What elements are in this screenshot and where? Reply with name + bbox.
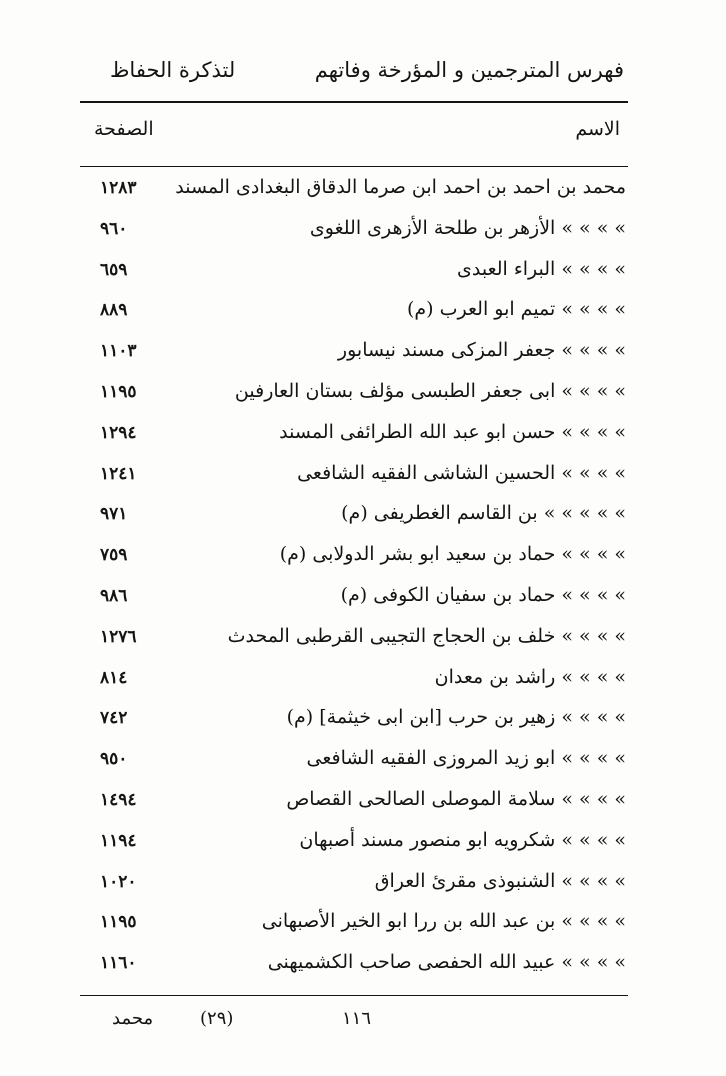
entry-page-number: ١٠٢٠: [100, 871, 137, 892]
header-rule: [80, 101, 628, 103]
column-heading-rule: [80, 166, 628, 167]
entry-page-number: ١١٠٣: [100, 341, 137, 362]
index-entry-row: [0, 374, 726, 415]
index-entries: [0, 170, 726, 986]
entry-page-number: ٩٥٠: [100, 749, 128, 770]
index-entry-row: [0, 292, 726, 333]
entry-page-number: ٨١٤: [100, 667, 128, 688]
catchword: محمد: [112, 1008, 154, 1029]
index-entry-row: [0, 945, 726, 986]
index-entry-row: [0, 700, 726, 741]
entry-name: » » » » البراء العبدى: [456, 257, 626, 280]
index-entry-row: [0, 496, 726, 537]
index-entry-row: [0, 333, 726, 374]
book-title: لتذكرة الحفاظ: [110, 58, 236, 82]
index-entry-row: [0, 741, 726, 782]
page-number: ١١٦: [342, 1008, 372, 1029]
entry-name: محمد بن احمد بن احمد ابن صرما الدقاق البغدادى المسند: [175, 176, 626, 198]
entry-page-number: ١٤٩٤: [100, 789, 137, 810]
signature-mark: (٢٩): [200, 1008, 234, 1029]
index-entry-row: [0, 864, 726, 905]
index-entry-row: [0, 211, 726, 252]
entry-name: » » » » حماد بن سعيد ابو بشر الدولابى (م): [279, 543, 626, 566]
index-entry-row: [0, 660, 726, 701]
entry-page-number: ٩٨٦: [100, 585, 128, 606]
entry-page-number: ١٢٤١: [100, 463, 137, 484]
entry-page-number: ١٢٧٦: [100, 626, 137, 647]
index-entry-row: [0, 537, 726, 578]
page-column-heading: الصفحة: [94, 118, 154, 140]
index-entry-row: [0, 170, 726, 211]
name-column-heading: الاسم: [575, 118, 620, 140]
entry-page-number: ١١٩٥: [100, 912, 137, 933]
index-entry-row: [0, 415, 726, 456]
entry-name: » » » » الحسين الشاشى الفقيه الشافعى: [297, 461, 626, 484]
entry-page-number: ١٢٨٣: [100, 178, 137, 198]
entry-name: » » » » تميم ابو العرب (م): [406, 298, 626, 321]
entry-name: » » » » الأزهر بن طلحة الأزهرى اللغوى: [309, 216, 626, 239]
entry-name: » » » » بن عبد الله بن ررا ابو الخير الأصبهانى: [261, 910, 626, 933]
entry-page-number: ٧٤٢: [100, 708, 128, 729]
entry-name: » » » » زهير بن حرب [ابن ابى خيثمة] (م): [286, 706, 626, 729]
index-entry-row: [0, 252, 726, 293]
entry-page-number: ٨٨٩: [100, 300, 128, 321]
entry-name: » » » » » بن القاسم الغطريفى (م): [341, 502, 626, 525]
entry-page-number: ٩٧١: [100, 504, 128, 525]
entry-name: » » » » راشد بن معدان: [434, 665, 626, 688]
entry-page-number: ٩٦٠: [100, 218, 128, 239]
entry-name: » » » » الشنبوذى مقرئ العراق: [374, 869, 626, 892]
entry-name: » » » » خلف بن الحجاج التجيبى القرطبى المحدث: [227, 624, 626, 647]
index-entry-row: [0, 578, 726, 619]
entry-name: » » » » سلامة الموصلى الصالحى القصاص: [286, 787, 626, 810]
entry-page-number: ١١٩٥: [100, 381, 137, 402]
footer-rule: [80, 995, 628, 996]
entry-page-number: ١٢٩٤: [100, 422, 137, 443]
running-title: فهرس المترجمين و المؤرخة وفاتهم: [314, 58, 624, 82]
entry-name: » » » » عبيد الله الحفصى صاحب الكشميهنى: [267, 951, 626, 974]
entry-name: » » » » جعفر المزكى مسند نيسابور: [337, 339, 626, 362]
entry-name: » » » » شكرويه ابو منصور مسند أصبهان: [299, 828, 626, 851]
entry-name: » » » » حسن ابو عبد الله الطرائفى المسند: [279, 420, 626, 443]
entry-page-number: ٧٥٩: [100, 545, 128, 566]
index-entry-row: [0, 456, 726, 497]
entry-page-number: ٦٥٩: [100, 259, 128, 280]
entry-page-number: ١١٦٠: [100, 953, 137, 974]
index-entry-row: [0, 782, 726, 823]
entry-page-number: ١١٩٤: [100, 830, 137, 851]
entry-name: » » » » حماد بن سفيان الكوفى (م): [340, 583, 626, 606]
index-entry-row: [0, 904, 726, 945]
index-entry-row: [0, 823, 726, 864]
entry-name: » » » » ابى جعفر الطبسى مؤلف بستان العارفين: [234, 379, 626, 402]
entry-name: » » » » ابو زيد المروزى الفقيه الشافعى: [306, 747, 626, 770]
index-entry-row: [0, 619, 726, 660]
